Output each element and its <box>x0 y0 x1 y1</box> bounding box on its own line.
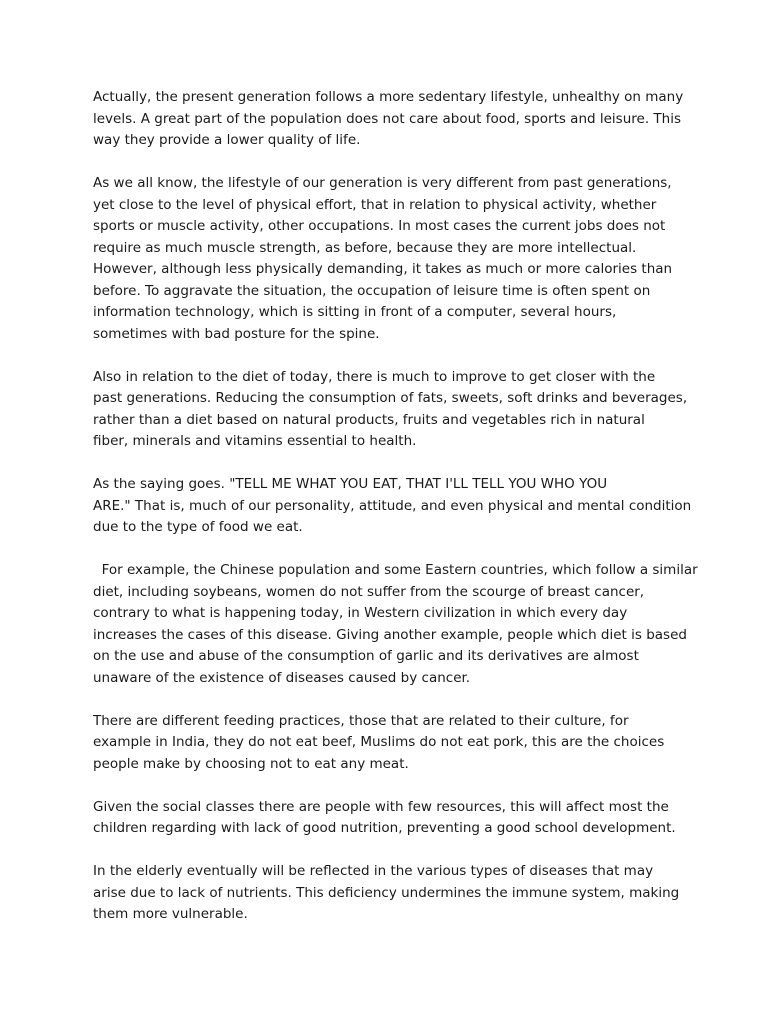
text-line: Given the social classes there are people with few resources, this will affect most the <box>93 798 669 815</box>
text-line: ARE." That is, much of our personality, attitude, and even physical and mental condition <box>93 497 692 514</box>
document-body <box>93 87 698 947</box>
text-line: rather than a diet based on natural products, fruits and vegetables rich in natural <box>93 411 645 428</box>
text-line: Actually, the present generation follows a more sedentary lifestyle, unhealthy on many <box>93 89 684 105</box>
text-line: them more vulnerable. <box>93 906 248 922</box>
text-line: on the use and abuse of the consumption of garlic and its derivatives are almost <box>93 648 639 664</box>
text-line: past generations. Reducing the consumption of fats, sweets, soft drinks and beverages, <box>93 390 688 406</box>
text-line: sports or muscle activity, other occupations. In most cases the current jobs does not <box>93 218 666 234</box>
text-line: information technology, which is sitting in front of a computer, several hours, <box>93 304 617 320</box>
text-line: increases the cases of this disease. Giving another example, people which diet is based <box>93 626 687 643</box>
text-line: way they provide a lower quality of life. <box>93 132 361 148</box>
paragraph <box>93 367 688 453</box>
text-line: people make by choosing not to eat any meat. <box>93 755 409 772</box>
text-line: In the elderly eventually will be reflected in the various types of diseases that may <box>93 863 654 879</box>
paragraph <box>93 711 683 776</box>
text-line: Also in relation to the diet of today, there is much to improve to get closer with the <box>93 368 656 385</box>
text-line: As we all know, the lifestyle of our generation is very different from past generations, <box>93 175 672 191</box>
text-line: unaware of the existence of diseases caused by cancer. <box>93 669 471 686</box>
text-line: However, although less physically demanding, it takes as much or more calories than <box>93 261 673 277</box>
paragraph <box>93 87 683 152</box>
text-line: sometimes with bad posture for the spine. <box>93 325 380 342</box>
text-line: require as much muscle strength, as before, because they are more intellectual. <box>93 239 637 256</box>
text-line: levels. A great part of the population does not care about food, sports and leisure. This <box>93 110 682 127</box>
text-line: contrary to what is happening today, in Western civilization in which every day <box>93 605 628 621</box>
paragraph <box>93 474 692 539</box>
text-line: As the saying goes. "TELL ME WHAT YOU EAT, THAT I'LL TELL YOU WHO YOU <box>93 476 608 492</box>
text-line: due to the type of food we eat. <box>93 519 303 535</box>
text-line: before. To aggravate the situation, the occupation of leisure time is often spent on <box>93 282 651 299</box>
paragraph <box>93 560 698 689</box>
text-line: children regarding with lack of good nutrition, preventing a good school development. <box>93 820 676 836</box>
text-line: diet, including soybeans, women do not suffer from the scourge of breast cancer, <box>93 583 645 600</box>
text-line: arise due to lack of nutrients. This deficiency undermines the immune system, making <box>93 884 680 901</box>
text-line: For example, the Chinese population and some Eastern countries, which follow a similar <box>93 562 698 578</box>
paragraph <box>93 861 683 926</box>
text-line: example in India, they do not eat beef, Muslims do not eat pork, this are the choices <box>93 734 665 750</box>
text-line: yet close to the level of physical effort, that in relation to physical activity, whether <box>93 196 657 213</box>
paragraph <box>93 173 683 345</box>
text-line: fiber, minerals and vitamins essential to health. <box>93 433 417 449</box>
text-line: There are different feeding practices, those that are related to their culture, for <box>93 712 629 729</box>
paragraph <box>93 797 683 840</box>
